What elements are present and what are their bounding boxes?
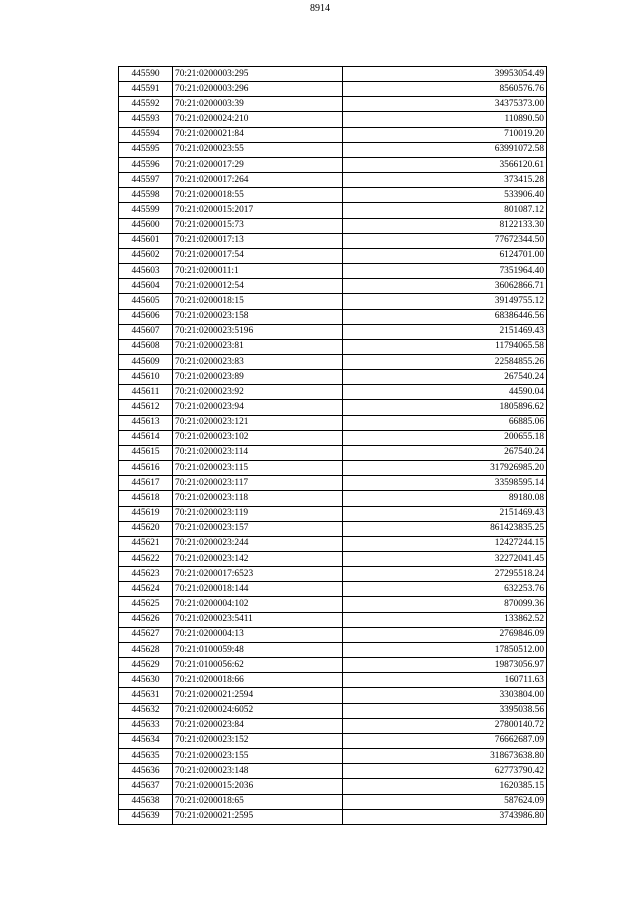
row-number-cell: 445626 — [119, 612, 173, 627]
row-number-cell: 445600 — [119, 218, 173, 233]
table-row — [119, 415, 547, 430]
table-row — [119, 173, 547, 188]
table-row — [119, 67, 547, 82]
row-number-cell: 445632 — [119, 703, 173, 718]
page-number: 8914 — [310, 3, 330, 14]
cadastral-value-cell: 267540.24 — [343, 445, 547, 460]
cadastral-number-cell: 70:21:0200018:65 — [173, 794, 343, 809]
table-row — [119, 491, 547, 506]
cadastral-value-table — [118, 66, 547, 825]
table-row — [119, 794, 547, 809]
table-row — [119, 233, 547, 248]
row-number-cell: 445597 — [119, 173, 173, 188]
cadastral-value-cell: 63991072.58 — [343, 142, 547, 157]
row-number-cell: 445620 — [119, 521, 173, 536]
cadastral-number-cell: 70:21:0200015:2017 — [173, 203, 343, 218]
table-row — [119, 218, 547, 233]
cadastral-number-cell: 70:21:0200003:296 — [173, 82, 343, 97]
cadastral-number-cell: 70:21:0200017:29 — [173, 157, 343, 172]
cadastral-value-cell: 34375373.00 — [343, 97, 547, 112]
table-row — [119, 658, 547, 673]
table-row — [119, 612, 547, 627]
cadastral-number-cell: 70:21:0200018:144 — [173, 582, 343, 597]
row-number-cell: 445637 — [119, 779, 173, 794]
row-number-cell: 445625 — [119, 597, 173, 612]
table-row — [119, 248, 547, 263]
row-number-cell: 445614 — [119, 430, 173, 445]
row-number-cell: 445612 — [119, 400, 173, 415]
table-row — [119, 112, 547, 127]
cadastral-number-cell: 70:21:0200021:2595 — [173, 809, 343, 824]
cadastral-number-cell: 70:21:0200023:121 — [173, 415, 343, 430]
cadastral-value-cell: 2151469.43 — [343, 506, 547, 521]
row-number-cell: 445631 — [119, 688, 173, 703]
cadastral-value-cell: 27295518.24 — [343, 567, 547, 582]
cadastral-number-cell: 70:21:0200011:1 — [173, 264, 343, 279]
table-row — [119, 188, 547, 203]
table-body — [119, 67, 547, 825]
cadastral-value-cell: 7351964.40 — [343, 264, 547, 279]
cadastral-number-cell: 70:21:0200017:13 — [173, 233, 343, 248]
table-row — [119, 461, 547, 476]
row-number-cell: 445623 — [119, 567, 173, 582]
table-row — [119, 703, 547, 718]
row-number-cell: 445609 — [119, 354, 173, 369]
table-row — [119, 688, 547, 703]
cadastral-number-cell: 70:21:0200023:114 — [173, 445, 343, 460]
row-number-cell: 445633 — [119, 718, 173, 733]
table-row — [119, 476, 547, 491]
cadastral-value-cell: 318673638.80 — [343, 749, 547, 764]
table-row — [119, 567, 547, 582]
cadastral-number-cell: 70:21:0200003:295 — [173, 67, 343, 82]
row-number-cell: 445619 — [119, 506, 173, 521]
row-number-cell: 445594 — [119, 127, 173, 142]
cadastral-value-cell: 2151469.43 — [343, 324, 547, 339]
table-row — [119, 521, 547, 536]
table-row — [119, 627, 547, 642]
row-number-cell: 445636 — [119, 764, 173, 779]
cadastral-value-cell: 66885.06 — [343, 415, 547, 430]
cadastral-value-cell: 8122133.30 — [343, 218, 547, 233]
table-row — [119, 385, 547, 400]
cadastral-value-cell: 19873056.97 — [343, 658, 547, 673]
row-number-cell: 445630 — [119, 673, 173, 688]
table-row — [119, 203, 547, 218]
cadastral-value-cell: 533906.40 — [343, 188, 547, 203]
cadastral-number-cell: 70:21:0200004:13 — [173, 627, 343, 642]
table-row — [119, 142, 547, 157]
cadastral-value-cell: 317926985.20 — [343, 461, 547, 476]
cadastral-number-cell: 70:21:0200023:92 — [173, 385, 343, 400]
cadastral-number-cell: 70:21:0200023:5196 — [173, 324, 343, 339]
cadastral-number-cell: 70:21:0200015:73 — [173, 218, 343, 233]
table-row — [119, 354, 547, 369]
cadastral-value-cell: 3743986.80 — [343, 809, 547, 824]
cadastral-number-cell: 70:21:0200012:54 — [173, 279, 343, 294]
cadastral-number-cell: 70:21:0200023:102 — [173, 430, 343, 445]
cadastral-value-cell: 110890.50 — [343, 112, 547, 127]
row-number-cell: 445602 — [119, 248, 173, 263]
table-row — [119, 279, 547, 294]
cadastral-value-cell: 1620385.15 — [343, 779, 547, 794]
cadastral-number-cell: 70:21:0200023:118 — [173, 491, 343, 506]
cadastral-number-cell: 70:21:0200023:89 — [173, 370, 343, 385]
cadastral-number-cell: 70:21:0100059:48 — [173, 642, 343, 657]
cadastral-number-cell: 70:21:0200023:155 — [173, 749, 343, 764]
row-number-cell: 445618 — [119, 491, 173, 506]
cadastral-number-cell: 70:21:0200023:83 — [173, 354, 343, 369]
cadastral-value-cell: 44590.04 — [343, 385, 547, 400]
cadastral-number-cell: 70:21:0200003:39 — [173, 97, 343, 112]
cadastral-value-cell: 587624.09 — [343, 794, 547, 809]
cadastral-number-cell: 70:21:0200023:157 — [173, 521, 343, 536]
row-number-cell: 445601 — [119, 233, 173, 248]
row-number-cell: 445604 — [119, 279, 173, 294]
cadastral-number-cell: 70:21:0200023:84 — [173, 718, 343, 733]
cadastral-number-cell: 70:21:0200023:158 — [173, 309, 343, 324]
cadastral-value-cell: 17850512.00 — [343, 642, 547, 657]
cadastral-number-cell: 70:21:0200023:119 — [173, 506, 343, 521]
cadastral-value-cell: 200655.18 — [343, 430, 547, 445]
row-number-cell: 445591 — [119, 82, 173, 97]
cadastral-value-cell: 39149755.12 — [343, 294, 547, 309]
cadastral-value-cell: 1805896.62 — [343, 400, 547, 415]
row-number-cell: 445596 — [119, 157, 173, 172]
table-row — [119, 97, 547, 112]
cadastral-number-cell: 70:21:0200017:264 — [173, 173, 343, 188]
table-row — [119, 127, 547, 142]
row-number-cell: 445639 — [119, 809, 173, 824]
table-row — [119, 809, 547, 824]
row-number-cell: 445598 — [119, 188, 173, 203]
table-row — [119, 642, 547, 657]
table-row — [119, 673, 547, 688]
cadastral-number-cell: 70:21:0200021:84 — [173, 127, 343, 142]
row-number-cell: 445617 — [119, 476, 173, 491]
cadastral-value-cell: 12427244.15 — [343, 536, 547, 551]
table-row — [119, 430, 547, 445]
row-number-cell: 445616 — [119, 461, 173, 476]
cadastral-value-cell: 870099.36 — [343, 597, 547, 612]
cadastral-number-cell: 70:21:0200023:142 — [173, 552, 343, 567]
table-row — [119, 370, 547, 385]
cadastral-value-cell: 632253.76 — [343, 582, 547, 597]
table-row — [119, 324, 547, 339]
cadastral-value-cell: 22584855.26 — [343, 354, 547, 369]
table-row — [119, 582, 547, 597]
table-row — [119, 536, 547, 551]
cadastral-number-cell: 70:21:0200023:244 — [173, 536, 343, 551]
cadastral-number-cell: 70:21:0200023:148 — [173, 764, 343, 779]
cadastral-number-cell: 70:21:0200015:2036 — [173, 779, 343, 794]
cadastral-value-cell: 861423835.25 — [343, 521, 547, 536]
row-number-cell: 445603 — [119, 264, 173, 279]
row-number-cell: 445615 — [119, 445, 173, 460]
table-row — [119, 400, 547, 415]
table-row — [119, 718, 547, 733]
row-number-cell: 445629 — [119, 658, 173, 673]
table-row — [119, 339, 547, 354]
table-row — [119, 309, 547, 324]
cadastral-number-cell: 70:21:0100056:62 — [173, 658, 343, 673]
table-row — [119, 445, 547, 460]
row-number-cell: 445622 — [119, 552, 173, 567]
cadastral-number-cell: 70:21:0200024:6052 — [173, 703, 343, 718]
row-number-cell: 445595 — [119, 142, 173, 157]
row-number-cell: 445624 — [119, 582, 173, 597]
cadastral-value-cell: 8560576.76 — [343, 82, 547, 97]
table-row — [119, 552, 547, 567]
table-row — [119, 597, 547, 612]
cadastral-value-cell: 3566120.61 — [343, 157, 547, 172]
cadastral-value-cell: 11794065.58 — [343, 339, 547, 354]
table-row — [119, 294, 547, 309]
cadastral-value-cell: 27800140.72 — [343, 718, 547, 733]
cadastral-value-cell: 267540.24 — [343, 370, 547, 385]
table-row — [119, 749, 547, 764]
cadastral-number-cell: 70:21:0200017:54 — [173, 248, 343, 263]
cadastral-value-cell: 373415.28 — [343, 173, 547, 188]
row-number-cell: 445621 — [119, 536, 173, 551]
row-number-cell: 445593 — [119, 112, 173, 127]
cadastral-value-cell: 36062866.71 — [343, 279, 547, 294]
row-number-cell: 445634 — [119, 733, 173, 748]
table-row — [119, 764, 547, 779]
row-number-cell: 445605 — [119, 294, 173, 309]
table-row — [119, 779, 547, 794]
cadastral-number-cell: 70:21:0200017:6523 — [173, 567, 343, 582]
cadastral-number-cell: 70:21:0200023:81 — [173, 339, 343, 354]
cadastral-number-cell: 70:21:0200018:66 — [173, 673, 343, 688]
table-row — [119, 82, 547, 97]
cadastral-number-cell: 70:21:0200023:94 — [173, 400, 343, 415]
cadastral-value-cell: 68386446.56 — [343, 309, 547, 324]
cadastral-value-cell: 62773790.42 — [343, 764, 547, 779]
cadastral-number-cell: 70:21:0200023:152 — [173, 733, 343, 748]
row-number-cell: 445635 — [119, 749, 173, 764]
cadastral-value-cell: 801087.12 — [343, 203, 547, 218]
cadastral-value-cell: 2769846.09 — [343, 627, 547, 642]
cadastral-value-cell: 133862.52 — [343, 612, 547, 627]
cadastral-number-cell: 70:21:0200023:5411 — [173, 612, 343, 627]
table-row — [119, 264, 547, 279]
row-number-cell: 445607 — [119, 324, 173, 339]
row-number-cell: 445610 — [119, 370, 173, 385]
row-number-cell: 445606 — [119, 309, 173, 324]
cadastral-number-cell: 70:21:0200021:2594 — [173, 688, 343, 703]
cadastral-value-cell: 3303804.00 — [343, 688, 547, 703]
row-number-cell: 445599 — [119, 203, 173, 218]
row-number-cell: 445592 — [119, 97, 173, 112]
table-row — [119, 506, 547, 521]
cadastral-number-cell: 70:21:0200004:102 — [173, 597, 343, 612]
cadastral-number-cell: 70:21:0200023:117 — [173, 476, 343, 491]
row-number-cell: 445638 — [119, 794, 173, 809]
table-row — [119, 733, 547, 748]
cadastral-value-cell: 39953054.49 — [343, 67, 547, 82]
row-number-cell: 445611 — [119, 385, 173, 400]
table-row — [119, 157, 547, 172]
cadastral-value-cell: 3395038.56 — [343, 703, 547, 718]
cadastral-value-cell: 6124701.00 — [343, 248, 547, 263]
cadastral-number-cell: 70:21:0200023:115 — [173, 461, 343, 476]
cadastral-number-cell: 70:21:0200018:55 — [173, 188, 343, 203]
cadastral-value-cell: 32272041.45 — [343, 552, 547, 567]
row-number-cell: 445613 — [119, 415, 173, 430]
cadastral-value-cell: 160711.63 — [343, 673, 547, 688]
cadastral-number-cell: 70:21:0200024:210 — [173, 112, 343, 127]
cadastral-value-cell: 76662687.09 — [343, 733, 547, 748]
row-number-cell: 445608 — [119, 339, 173, 354]
cadastral-value-cell: 710019.20 — [343, 127, 547, 142]
cadastral-number-cell: 70:21:0200018:15 — [173, 294, 343, 309]
cadastral-value-cell: 89180.08 — [343, 491, 547, 506]
row-number-cell: 445628 — [119, 642, 173, 657]
cadastral-number-cell: 70:21:0200023:55 — [173, 142, 343, 157]
cadastral-value-cell: 33598595.14 — [343, 476, 547, 491]
row-number-cell: 445590 — [119, 67, 173, 82]
cadastral-value-cell: 77672344.50 — [343, 233, 547, 248]
row-number-cell: 445627 — [119, 627, 173, 642]
